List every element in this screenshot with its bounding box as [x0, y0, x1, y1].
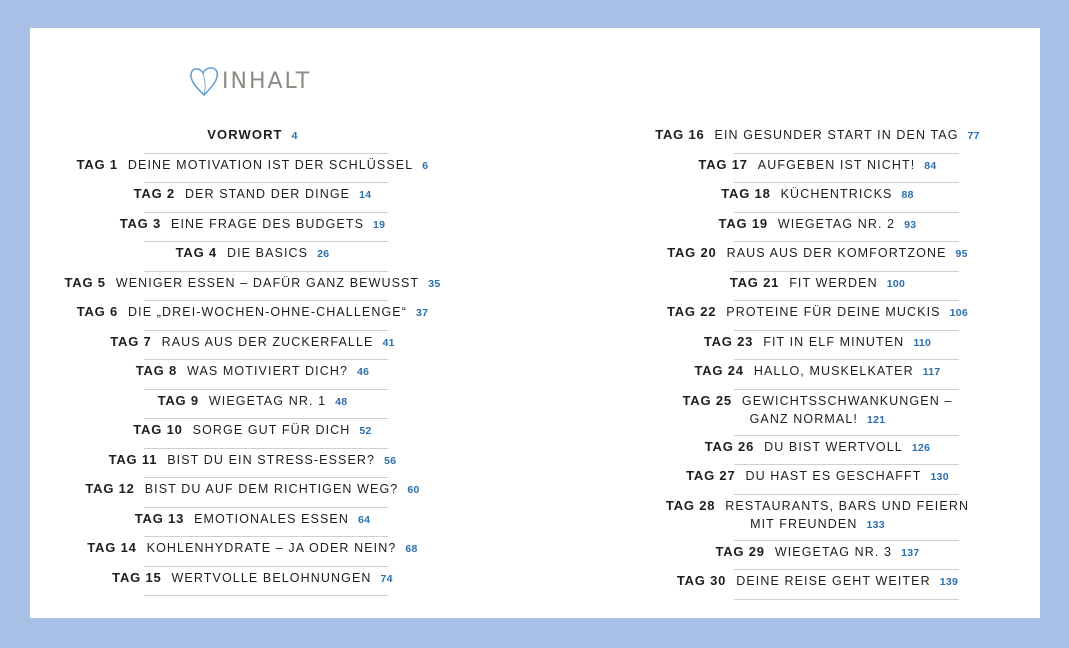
- toc-page-number: 84: [924, 159, 937, 172]
- toc-day-label: TAG 30: [676, 573, 727, 588]
- toc-entry-title: FIT WERDEN: [789, 275, 878, 290]
- toc-entry[interactable]: [30, 242, 475, 272]
- toc-entry-title: DEINE REISE GEHT WEITER: [736, 574, 931, 588]
- toc-day-label: TAG 9: [157, 392, 199, 408]
- toc-entry[interactable]: [30, 478, 475, 508]
- toc-entry[interactable]: [595, 495, 1040, 541]
- toc-entry[interactable]: [30, 331, 475, 361]
- toc-day-label: TAG 1: [76, 156, 118, 172]
- book-page: [30, 28, 1040, 618]
- toc-entry-title: WERTVOLLE BELOHNUNGEN: [171, 570, 372, 585]
- toc-page-number: 35: [428, 277, 441, 290]
- toc-day-label: TAG 13: [134, 510, 185, 526]
- toc-entry[interactable]: [595, 331, 1040, 361]
- toc-entry[interactable]: [30, 213, 475, 243]
- toc-day-label: TAG 10: [133, 422, 183, 437]
- toc-day-label: TAG 18: [721, 186, 771, 201]
- toc-entry[interactable]: [30, 537, 475, 567]
- toc-day-label: TAG 29: [715, 543, 765, 559]
- toc-day-label: TAG 5: [64, 274, 106, 290]
- toc-page-number: 106: [949, 307, 969, 319]
- toc-page-number: 6: [422, 159, 429, 172]
- toc-entry-title: DU HAST ES GESCHAFFT: [745, 469, 922, 483]
- toc-day-label: TAG 3: [119, 215, 162, 231]
- toc-page-number: 93: [904, 218, 917, 231]
- toc-entry-title-continued: GANZ NORMAL!: [749, 411, 858, 426]
- toc-page-number: 100: [886, 277, 906, 290]
- toc-page-number: 130: [930, 471, 949, 483]
- toc-page-number: 60: [407, 484, 420, 496]
- toc-entry[interactable]: [595, 390, 1040, 436]
- toc-entry-title: DEINE MOTIVATION IST DER SCHLÜSSEL: [127, 157, 414, 172]
- toc-header: [188, 64, 311, 98]
- toc-page-number: 56: [384, 454, 397, 467]
- toc-day-label: TAG 19: [718, 215, 768, 231]
- toc-page-number: 64: [357, 513, 371, 526]
- toc-page-number: 133: [866, 518, 885, 531]
- toc-page-number: 26: [317, 248, 330, 260]
- separator-line: [144, 595, 388, 596]
- toc-entry-title: WIEGETAG NR. 1: [208, 393, 327, 408]
- toc-entry[interactable]: [30, 360, 475, 390]
- toc-day-label: TAG 26: [704, 438, 755, 454]
- page-title: INHALT: [222, 68, 312, 94]
- toc-page-number: 110: [913, 336, 932, 349]
- toc-entry[interactable]: [595, 213, 1040, 243]
- toc-day-label: TAG 28: [665, 497, 716, 513]
- toc-entry-title: KOHLENHYDRATE – JA ODER NEIN?: [146, 541, 397, 555]
- toc-entry[interactable]: [595, 183, 1040, 213]
- toc-page-number: 121: [866, 413, 886, 426]
- toc-entry[interactable]: [30, 154, 475, 184]
- toc-day-label: TAG 14: [87, 540, 137, 555]
- toc-day-label: TAG 2: [133, 186, 175, 201]
- toc-entry-title: BIST DU AUF DEM RICHTIGEN WEG?: [144, 482, 399, 496]
- toc-entry-title: VORWORT: [207, 127, 283, 142]
- toc-entry-title: DIE „DREI-WOCHEN-OHNE-CHALLENGE“: [128, 305, 407, 319]
- toc-entry-title: AUFGEBEN IST NICHT!: [757, 157, 916, 172]
- toc-entry[interactable]: [595, 436, 1040, 466]
- toc-entry[interactable]: [30, 183, 475, 213]
- toc-page-number: 77: [967, 130, 980, 142]
- toc-entry[interactable]: [595, 465, 1040, 495]
- toc-entry[interactable]: [30, 567, 475, 597]
- toc-page-number: 41: [382, 336, 395, 349]
- toc-page-number: 68: [405, 543, 418, 555]
- toc-entry[interactable]: [595, 242, 1040, 272]
- toc-entry[interactable]: [30, 390, 475, 420]
- toc-page-number: 117: [922, 366, 941, 378]
- toc-day-label: TAG 21: [729, 274, 780, 290]
- toc-entry-title: BIST DU EIN STRESS-ESSER?: [167, 452, 376, 467]
- toc-page-number: 46: [357, 366, 370, 378]
- toc-day-label: TAG 20: [667, 245, 717, 260]
- toc-entry[interactable]: [595, 360, 1040, 390]
- toc-day-label: TAG 23: [703, 333, 754, 349]
- toc-left-column: [30, 124, 475, 596]
- toc-entry-title: DER STAND DER DINGE: [184, 187, 351, 201]
- toc-page-number: 137: [901, 546, 920, 559]
- toc-day-label: TAG 4: [175, 245, 217, 260]
- toc-entry-title: GEWICHTSSCHWANKUNGEN –: [741, 393, 953, 408]
- toc-day-label: TAG 12: [85, 481, 135, 496]
- toc-day-label: TAG 15: [112, 569, 162, 585]
- toc-entry-title: FIT IN ELF MINUTEN: [763, 334, 905, 349]
- toc-entry-title: WENIGER ESSEN – DAFÜR GANZ BEWUSST: [115, 275, 420, 290]
- toc-day-label: TAG 24: [694, 363, 744, 378]
- toc-day-label: TAG 22: [666, 304, 717, 319]
- toc-entry[interactable]: [595, 541, 1040, 571]
- toc-entry[interactable]: [30, 419, 475, 449]
- toc-entry[interactable]: [595, 301, 1040, 331]
- toc-entry[interactable]: [30, 301, 475, 331]
- toc-page-number: 19: [373, 218, 386, 231]
- toc-entry-title: RAUS AUS DER ZUCKERFALLE: [161, 334, 374, 349]
- toc-page-number: 48: [335, 395, 348, 408]
- toc-entry-title: PROTEINE FÜR DEINE MUCKIS: [726, 305, 941, 319]
- toc-entry[interactable]: [30, 272, 475, 302]
- toc-page-number: 14: [359, 189, 372, 201]
- toc-entry-title: KÜCHENTRICKS: [780, 187, 893, 201]
- toc-day-label: TAG 27: [686, 468, 736, 483]
- toc-entry[interactable]: [595, 272, 1040, 302]
- toc-entry-title: SORGE GUT FÜR DICH: [192, 423, 351, 437]
- toc-entry[interactable]: [595, 154, 1040, 184]
- toc-page-number: 4: [291, 130, 298, 142]
- toc-entry-title: EIN GESUNDER START IN DEN TAG: [714, 128, 959, 142]
- toc-page-number: 37: [416, 307, 429, 319]
- toc-entry-title: EMOTIONALES ESSEN: [194, 511, 349, 526]
- toc-day-label: TAG 16: [655, 127, 705, 142]
- toc-right-column: [595, 124, 1040, 600]
- toc-entry-title: WIEGETAG NR. 2: [777, 216, 896, 231]
- toc-entry[interactable]: [595, 570, 1040, 600]
- toc-entry-title: DIE BASICS: [226, 246, 309, 260]
- separator-line: [734, 599, 959, 600]
- toc-entry-title: EINE FRAGE DES BUDGETS: [171, 216, 365, 231]
- toc-day-label: TAG 6: [76, 304, 119, 319]
- toc-page-number: 52: [359, 425, 372, 437]
- toc-entry[interactable]: [30, 124, 475, 154]
- heart-outline-icon: [188, 64, 220, 98]
- toc-entry-title: WAS MOTIVIERT DICH?: [187, 364, 348, 378]
- toc-day-label: TAG 25: [682, 392, 732, 408]
- toc-page-number: 126: [911, 441, 931, 454]
- toc-page-number: 74: [380, 572, 393, 585]
- toc-day-label: TAG 11: [108, 451, 158, 467]
- toc-entry[interactable]: [30, 508, 475, 538]
- toc-entry-title: DU BIST WERTVOLL: [764, 439, 903, 454]
- toc-day-label: TAG 8: [135, 363, 178, 378]
- toc-entry-title: RAUS AUS DER KOMFORTZONE: [726, 246, 947, 260]
- toc-entry[interactable]: [30, 449, 475, 479]
- toc-day-label: TAG 7: [110, 333, 152, 349]
- toc-page-number: 95: [955, 248, 968, 260]
- toc-day-label: TAG 17: [698, 156, 748, 172]
- toc-entry-title: RESTAURANTS, BARS UND FEIERN: [725, 498, 970, 513]
- toc-entry-title-continued: MIT FREUNDEN: [750, 516, 858, 531]
- toc-entry-title: HALLO, MUSKELKATER: [753, 364, 914, 378]
- toc-entry-title: WIEGETAG NR. 3: [774, 544, 893, 559]
- toc-page-number: 139: [939, 576, 959, 588]
- toc-entry[interactable]: [595, 124, 1040, 154]
- toc-page-number: 88: [901, 189, 914, 201]
